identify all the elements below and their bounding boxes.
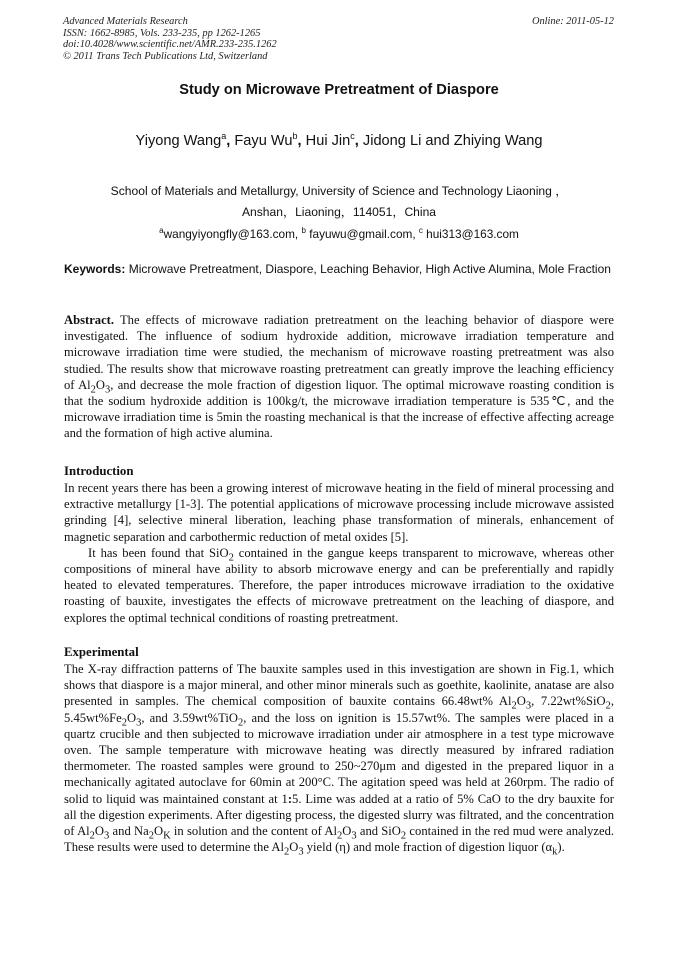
subscript: 3 xyxy=(525,700,532,712)
text-run: contained in the red mud were analyzed. These results were used to determine the Al xyxy=(64,824,615,855)
abstract xyxy=(64,312,614,442)
copyright-line: © 2011 Trans Tech Publications Ltd, Switzerland xyxy=(63,50,268,62)
author-name: Jidong Li and Zhiying Wang xyxy=(362,133,543,149)
subscript: 2 xyxy=(336,830,343,842)
text-run: O xyxy=(516,694,526,709)
keywords-label: Keywords: xyxy=(64,262,126,276)
subscript: 2 xyxy=(90,384,96,396)
author-name: Fayu Wu xyxy=(234,133,293,149)
affiliation-line: Anshan，Liaoning，114051，China xyxy=(241,205,437,219)
doi-line: doi:10.4028/www.scientific.net/AMR.233-235.1262 xyxy=(63,39,277,51)
text-run: contained in the gangue keeps transparent to microwave, whereas other compositions of mineral have ability to absorb microwave energy and can be preferentially and rapidly heated to elevated temperatures. Therefore, the paper introduces microwave irradiation to the oxidative roasting of bauxite, investigates the effects of microwave pretreatment on the leaching of diaspore, and explores the optimal technical conditions of roasting pretreatment. xyxy=(64,545,614,625)
subscript: 3 xyxy=(298,846,304,858)
journal-header xyxy=(63,16,443,62)
text-run: , and 3.59wt%TiO xyxy=(141,710,238,725)
email-link[interactable]: fayuwu@gmail.com, xyxy=(305,227,419,241)
text-run: The X-ray diffraction patterns of The bauxite samples used in this investigation are shown in Fig.1, which shows that diaspore is a major mineral, and other minor minerals such as goethite, kaolinite, anatase are also presented in samples. The chemical composition of bauxite contains 66.48wt% Al xyxy=(64,662,614,709)
introduction-body xyxy=(64,480,614,626)
paper-title: Study on Microwave Pretreatment of Diaspore xyxy=(179,82,499,98)
text-run: O xyxy=(153,824,164,839)
subscript: 2 xyxy=(148,830,154,842)
email-link[interactable]: hui313@163.com xyxy=(422,227,519,241)
author-name: Yiyong Wang xyxy=(135,133,222,149)
subscript: 3 xyxy=(105,384,111,396)
affiliation-mark: b xyxy=(292,131,298,142)
section-heading-experimental: Experimental xyxy=(64,645,139,659)
text-run: O xyxy=(126,710,137,725)
email-mark: c xyxy=(418,226,423,236)
text-run: It has been found that SiO xyxy=(88,545,229,560)
online-date: Online: 2011-05-12 xyxy=(531,16,614,27)
abstract-text: O xyxy=(95,377,106,392)
text-run: in solution and the content of Al xyxy=(170,824,337,839)
subscript: 2 xyxy=(121,717,127,729)
author-separator: , xyxy=(354,133,359,149)
journal-name: Advanced Materials Research xyxy=(63,16,188,27)
subscript: 2 xyxy=(400,830,407,842)
text-run: and SiO xyxy=(356,824,401,839)
text-run: ). xyxy=(557,840,565,855)
paragraph xyxy=(64,545,614,626)
abstract-text: The effects of microwave radiation pretreatment on the leaching behavior of diaspore were investigated. The influence of sodium hydroxide addition, microwave irradiation temperature and microwave irradiation time were studied, the mechanism of microwave roasting pretreatment was also studied. The results show that microwave roasting pretreatment can greatly improve the leaching efficiency of Al xyxy=(64,313,614,392)
text-run: 5. Lime was added at a ratio of 5% CaO to the dry bauxite for all the digestion experiments. After digesting process, the digested slurry was filtrated, and the concentration of Al xyxy=(64,791,614,839)
affiliation-mark: c xyxy=(350,131,355,142)
email-list xyxy=(0,227,678,241)
text-run: yield (η) and mole fraction of digestion liquor (α xyxy=(303,840,553,855)
text-run: , 5.45wt%Fe xyxy=(64,694,614,725)
experimental-body xyxy=(64,661,615,858)
affiliation-mark: a xyxy=(221,131,227,142)
email-mark: a xyxy=(159,226,164,236)
subscript: 3 xyxy=(351,830,357,842)
paragraph xyxy=(64,661,615,858)
subscript: 2 xyxy=(237,717,244,729)
text-run: O xyxy=(94,824,105,839)
email-link[interactable]: wangyiyongfly@163.com, xyxy=(163,227,302,241)
section-heading-introduction: Introduction xyxy=(64,464,134,478)
paragraph: In recent years there has been a growing interest of microwave heating in the field of mineral processing and extractive metallurgy [1-3]. The potential applications of microwave processing include microwave assisted grinding [4], selective mineral liberation, leaching phase transformation of minerals, enhancement of magnetic separation and carbothermic reduction of metal oxides [5]. xyxy=(64,481,614,544)
text-run: , 7.22wt%SiO xyxy=(531,694,606,709)
subscript: 2 xyxy=(89,830,95,842)
subscript: 2 xyxy=(228,552,234,564)
subscript: 2 xyxy=(605,700,611,712)
author-separator: , xyxy=(297,133,302,149)
subscript: 2 xyxy=(283,846,290,858)
text-run: O xyxy=(289,840,299,855)
text-run: , and the loss on ignition is 15.57wt%. The samples were placed in a quartz crucible and then subjected to microwave irradiation under air atmosphere in a test type microwave oven. The sample temperature with microwave heating was directly measured by infrared radiation thermometer. The roasted samples were ground to 250~270μm and digested in the prepared liquor in a mechanically agitated autoclave for 60min at 200°C. The agitation speed was held at 260rpm. The radio of solid to liquid was maintained constant at 1 xyxy=(64,710,614,806)
author-list xyxy=(0,133,678,149)
keywords-text: Microwave Pretreatment, Diaspore, Leaching Behavior, High Active Alumina, Mole Fraction xyxy=(125,262,611,276)
subscript: k xyxy=(552,846,558,858)
subscript: 3 xyxy=(136,717,142,729)
issn-line: ISSN: 1662-8985, Vols. 233-235, pp 1262-1265 xyxy=(63,27,261,39)
email-mark: b xyxy=(301,226,306,236)
text-run: O xyxy=(342,824,352,839)
subscript: 2 xyxy=(511,700,517,712)
text-run: and Na xyxy=(109,824,149,839)
affiliation-line: School of Materials and Metallurgy, University of Science and Technology Liaoning ， xyxy=(110,184,568,198)
subscript: 3 xyxy=(104,830,110,842)
author-separator: , xyxy=(226,133,231,149)
ratio-colon: : xyxy=(287,791,293,806)
keywords xyxy=(64,262,614,278)
author-name: Hui Jin xyxy=(305,133,351,149)
abstract-label: Abstract. xyxy=(64,313,115,327)
subscript: K xyxy=(163,830,171,842)
abstract-text: , and decrease the mole fraction of digestion liquor. The optimal microwave roasting condition is that the sodium hydroxide addition is 100kg/t, the microwave irradiation temperature is 535℃, and the microwave irradiation time is 5min the roasting mechanical is that the increase of effective affecting acreage and the formation of high active alumina. xyxy=(64,377,614,441)
